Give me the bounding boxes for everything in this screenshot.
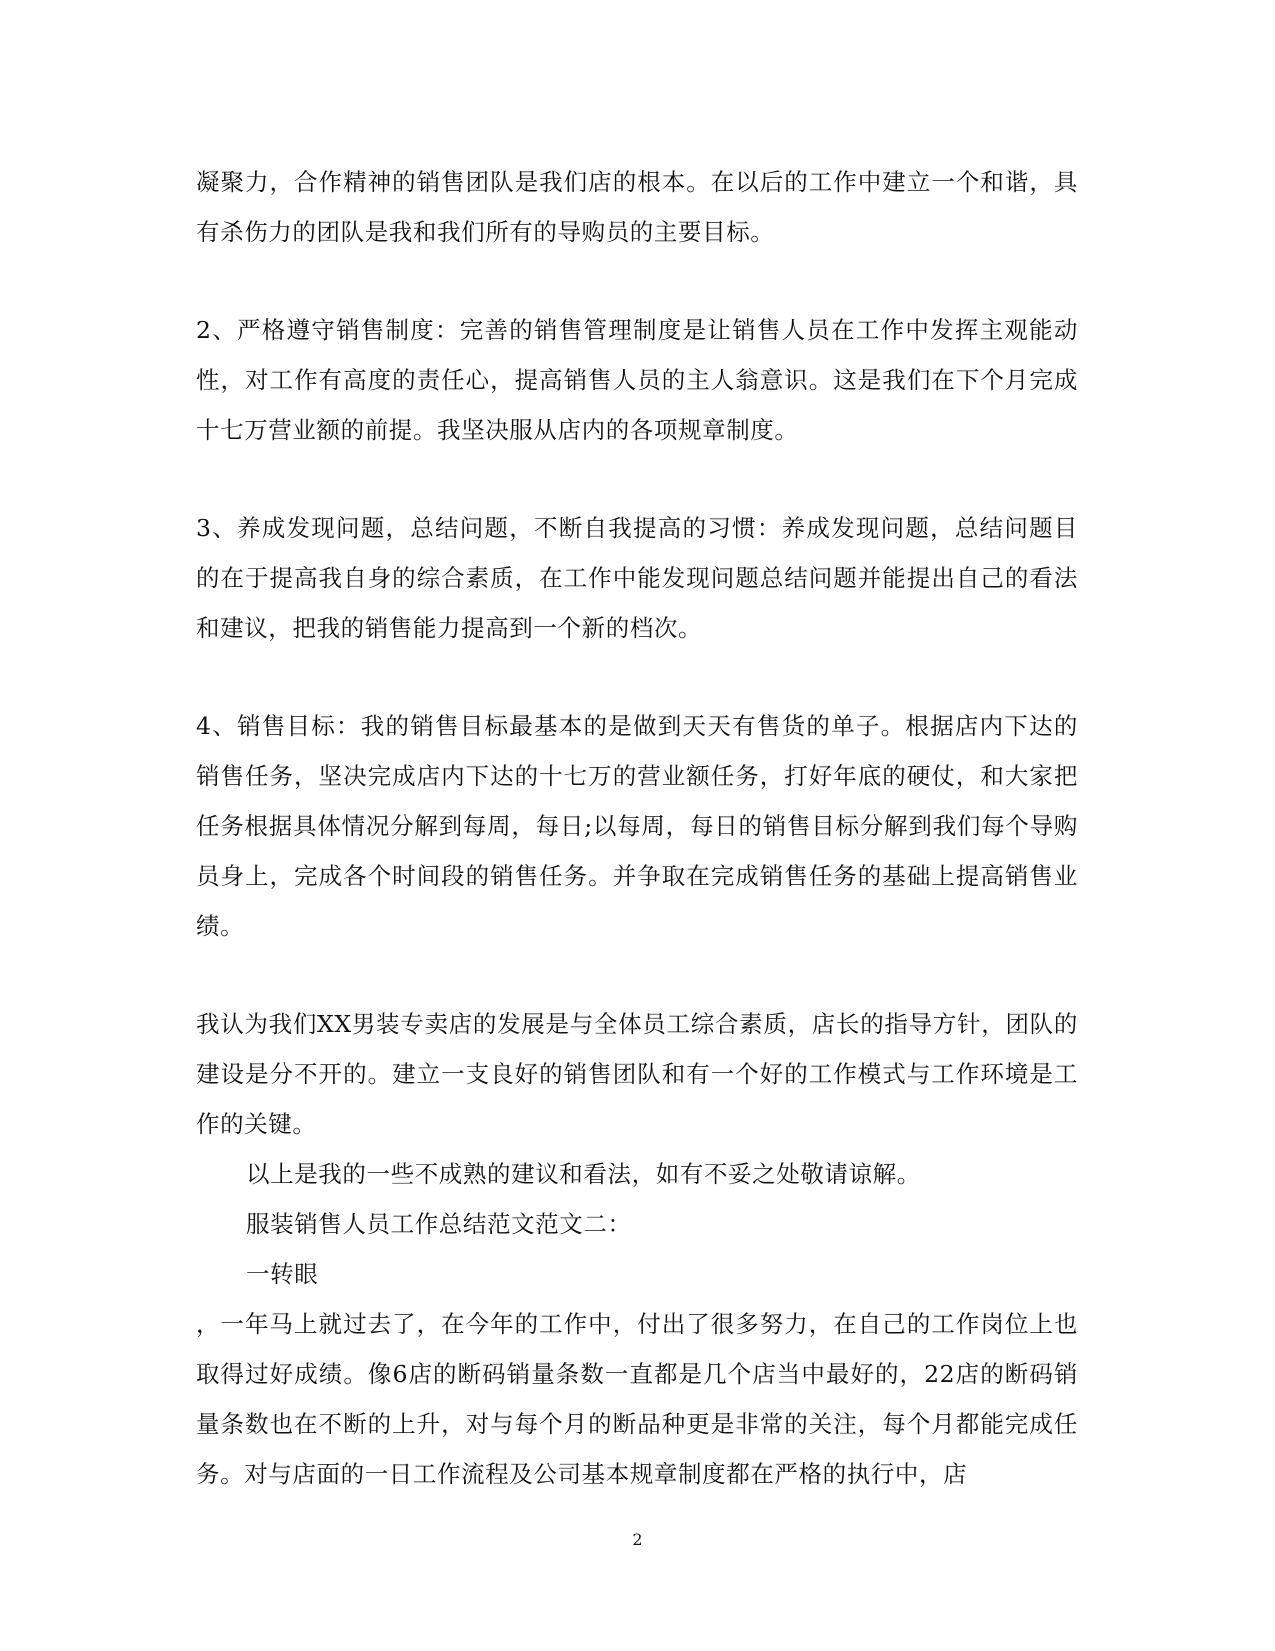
paragraph-year-review: ，一年马上就过去了，在今年的工作中，付出了很多努力，在自己的工作岗位上也取得过好成绩。像6店的断码销量条数一直都是几个店当中最好的，22店的断码销量条数也在不断的上升，对与每个月的断品种更是非常的关注，每个月都能完成任务。对与店面的一日工作流程及公司基本规章制度都在严格的执行中，店 bbox=[196, 1310, 1078, 1488]
paragraph-store-development: 我认为我们XX男装专卖店的发展是与全体员工综合素质，店长的指导方针，团队的建设是分不开的。建立一支良好的销售团队和有一个好的工作模式与工作环境是工作的关键。 bbox=[196, 1010, 1078, 1138]
paragraph-sales-rules: 2、严格遵守销售制度：完善的销售管理制度是让销售人员在工作中发挥主观能动性，对工作有高度的责任心，提高销售人员的主人翁意识。这是我们在下个月完成十七万营业额的前提。我坚决服从店内的各项规章制度。 bbox=[196, 316, 1078, 444]
paragraph-problem-solving: 3、养成发现问题，总结问题，不断自我提高的习惯：养成发现问题，总结问题目的在于提高我自身的综合素质，在工作中能发现问题总结问题并能提出自己的看法和建议，把我的销售能力提高到一个新的档次。 bbox=[196, 514, 1078, 642]
paragraph-closing-remark: 以上是我的一些不成熟的建议和看法，如有不妥之处敬请谅解。 bbox=[246, 1160, 921, 1188]
page-number: 2 bbox=[632, 1530, 643, 1549]
document-body bbox=[196, 157, 1078, 1499]
section-heading-sample-two: 服装销售人员工作总结范文范文二： bbox=[246, 1210, 632, 1238]
paragraph-sales-target: 4、销售目标：我的销售目标最基本的是做到天天有售货的单子。根据店内下达的销售任务，坚决完成店内下达的十七万的营业额任务，打好年底的硬仗，和大家把任务根据具体情况分解到每周，每日;以每周，每日的销售目标分解到我们每个导购员身上，完成各个时间段的销售任务。并争取在完成销售任务的基础上提高销售业绩。 bbox=[196, 712, 1078, 940]
paragraph-team-cohesion: 凝聚力，合作精神的销售团队是我们店的根本。在以后的工作中建立一个和谐，具有杀伤力的团队是我和我们所有的导购员的主要目标。 bbox=[196, 168, 1078, 246]
paragraph-opening-phrase: 一转眼 bbox=[246, 1260, 319, 1288]
